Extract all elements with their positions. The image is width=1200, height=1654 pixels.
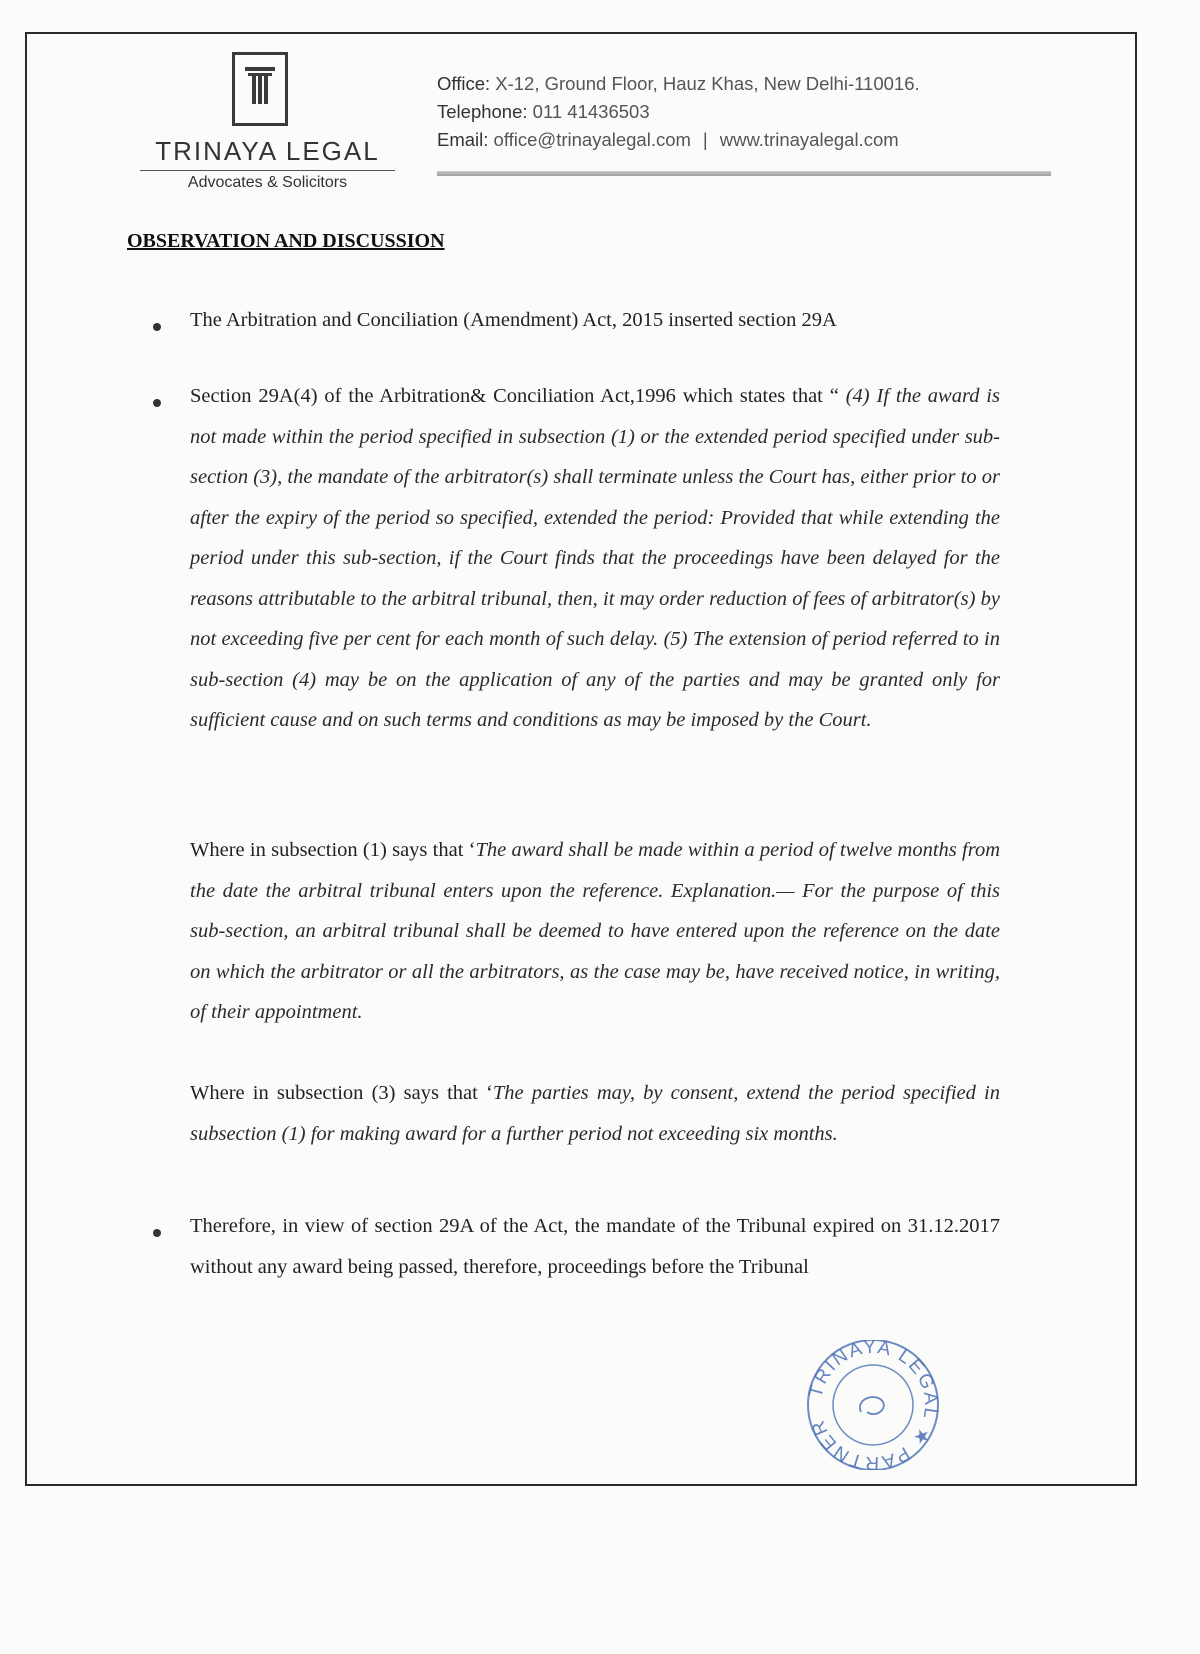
stamp-text: TRINAYA LEGAL ★ PARTNER — [805, 1340, 942, 1470]
subsection-3-quote: The parties may, by consent, extend the period specified in subsection (1) for making award for a further period not exceeding six months. — [190, 1082, 1000, 1145]
telephone-label: Telephone: — [437, 101, 528, 122]
point-amendment-act: The Arbitration and Conciliation (Amendment) Act, 2015 inserted section 29A — [190, 309, 837, 331]
email-line — [437, 126, 920, 154]
subsection-1-paragraph — [190, 830, 1000, 1033]
partner-stamp — [803, 1340, 943, 1475]
subsection-3-intro: Where in subsection (3) says that ‘ — [190, 1082, 493, 1104]
bullet-icon — [153, 323, 161, 331]
contact-separator: | — [702, 129, 708, 150]
office-line — [437, 70, 920, 98]
telephone-line — [437, 98, 920, 126]
section-29a4-quote: (4) If the award is not made within the period specified in subsection (1) or the extended period specified under sub-section (3), the mandate of the arbitrator(s) shall terminate unless the Court has, either prior to or after the expiry of the period so specified, extended the period: Provided that while extending the period under this sub-section, if the Court finds that the proceedings have been delayed for the reasons attributable to the arbitral tribunal, then, it may order reduction of fees of arbitrator(s) by not exceeding five per cent for each month of such delay. (5) The extension of period referred to in sub-section (4) may be on the application of any of the parties and may be granted only for sufficient cause and on such terms and conditions as may be imposed by the Court. — [190, 385, 1000, 731]
stamp-seal-icon — [803, 1340, 943, 1470]
point-section-29a4 — [190, 376, 1000, 741]
section-heading: OBSERVATION AND DISCUSSION — [127, 230, 445, 252]
telephone-number: 011 41436503 — [527, 101, 650, 122]
header-divider — [437, 171, 1051, 176]
brand-divider — [140, 170, 395, 171]
section-29a4-intro: Section 29A(4) of the Arbitration& Conciliation Act,1996 which states that “ — [190, 385, 846, 407]
pillar-logo-icon — [232, 52, 288, 126]
bullet-icon — [153, 1229, 161, 1237]
email-label: Email: — [437, 129, 489, 150]
subsection-3-paragraph — [190, 1073, 1000, 1154]
website-link[interactable]: www.trinayalegal.com — [719, 129, 899, 150]
email-address[interactable]: office@trinayalegal.com — [488, 129, 691, 150]
firm-tagline: Advocates & Solicitors — [187, 174, 348, 191]
subsection-1-intro: Where in subsection (1) says that ‘ — [190, 839, 476, 861]
bullet-icon — [153, 399, 161, 407]
office-address: X-12, Ground Floor, Hauz Khas, New Delhi-110016. — [490, 73, 920, 94]
office-label: Office: — [437, 73, 491, 94]
subsection-1-quote: The award shall be made within a period of twelve months from the date the arbitral tribunal enters upon the reference. Explanation.— For the purpose of this sub-section, an arbitral tribunal shall be deemed to have entered upon the reference on the date on which the arbitrator or all the arbitrators, as the case may be, have received notice, in writing, of their appointment. — [190, 839, 1000, 1023]
contact-block — [437, 70, 920, 154]
point-conclusion: Therefore, in view of section 29A of the Act, the mandate of the Tribunal expired on 31.12.2017 without any award being passed, therefore, proceedings before the Tribunal — [190, 1215, 1000, 1278]
firm-name: TRINAYA LEGAL — [155, 136, 380, 166]
